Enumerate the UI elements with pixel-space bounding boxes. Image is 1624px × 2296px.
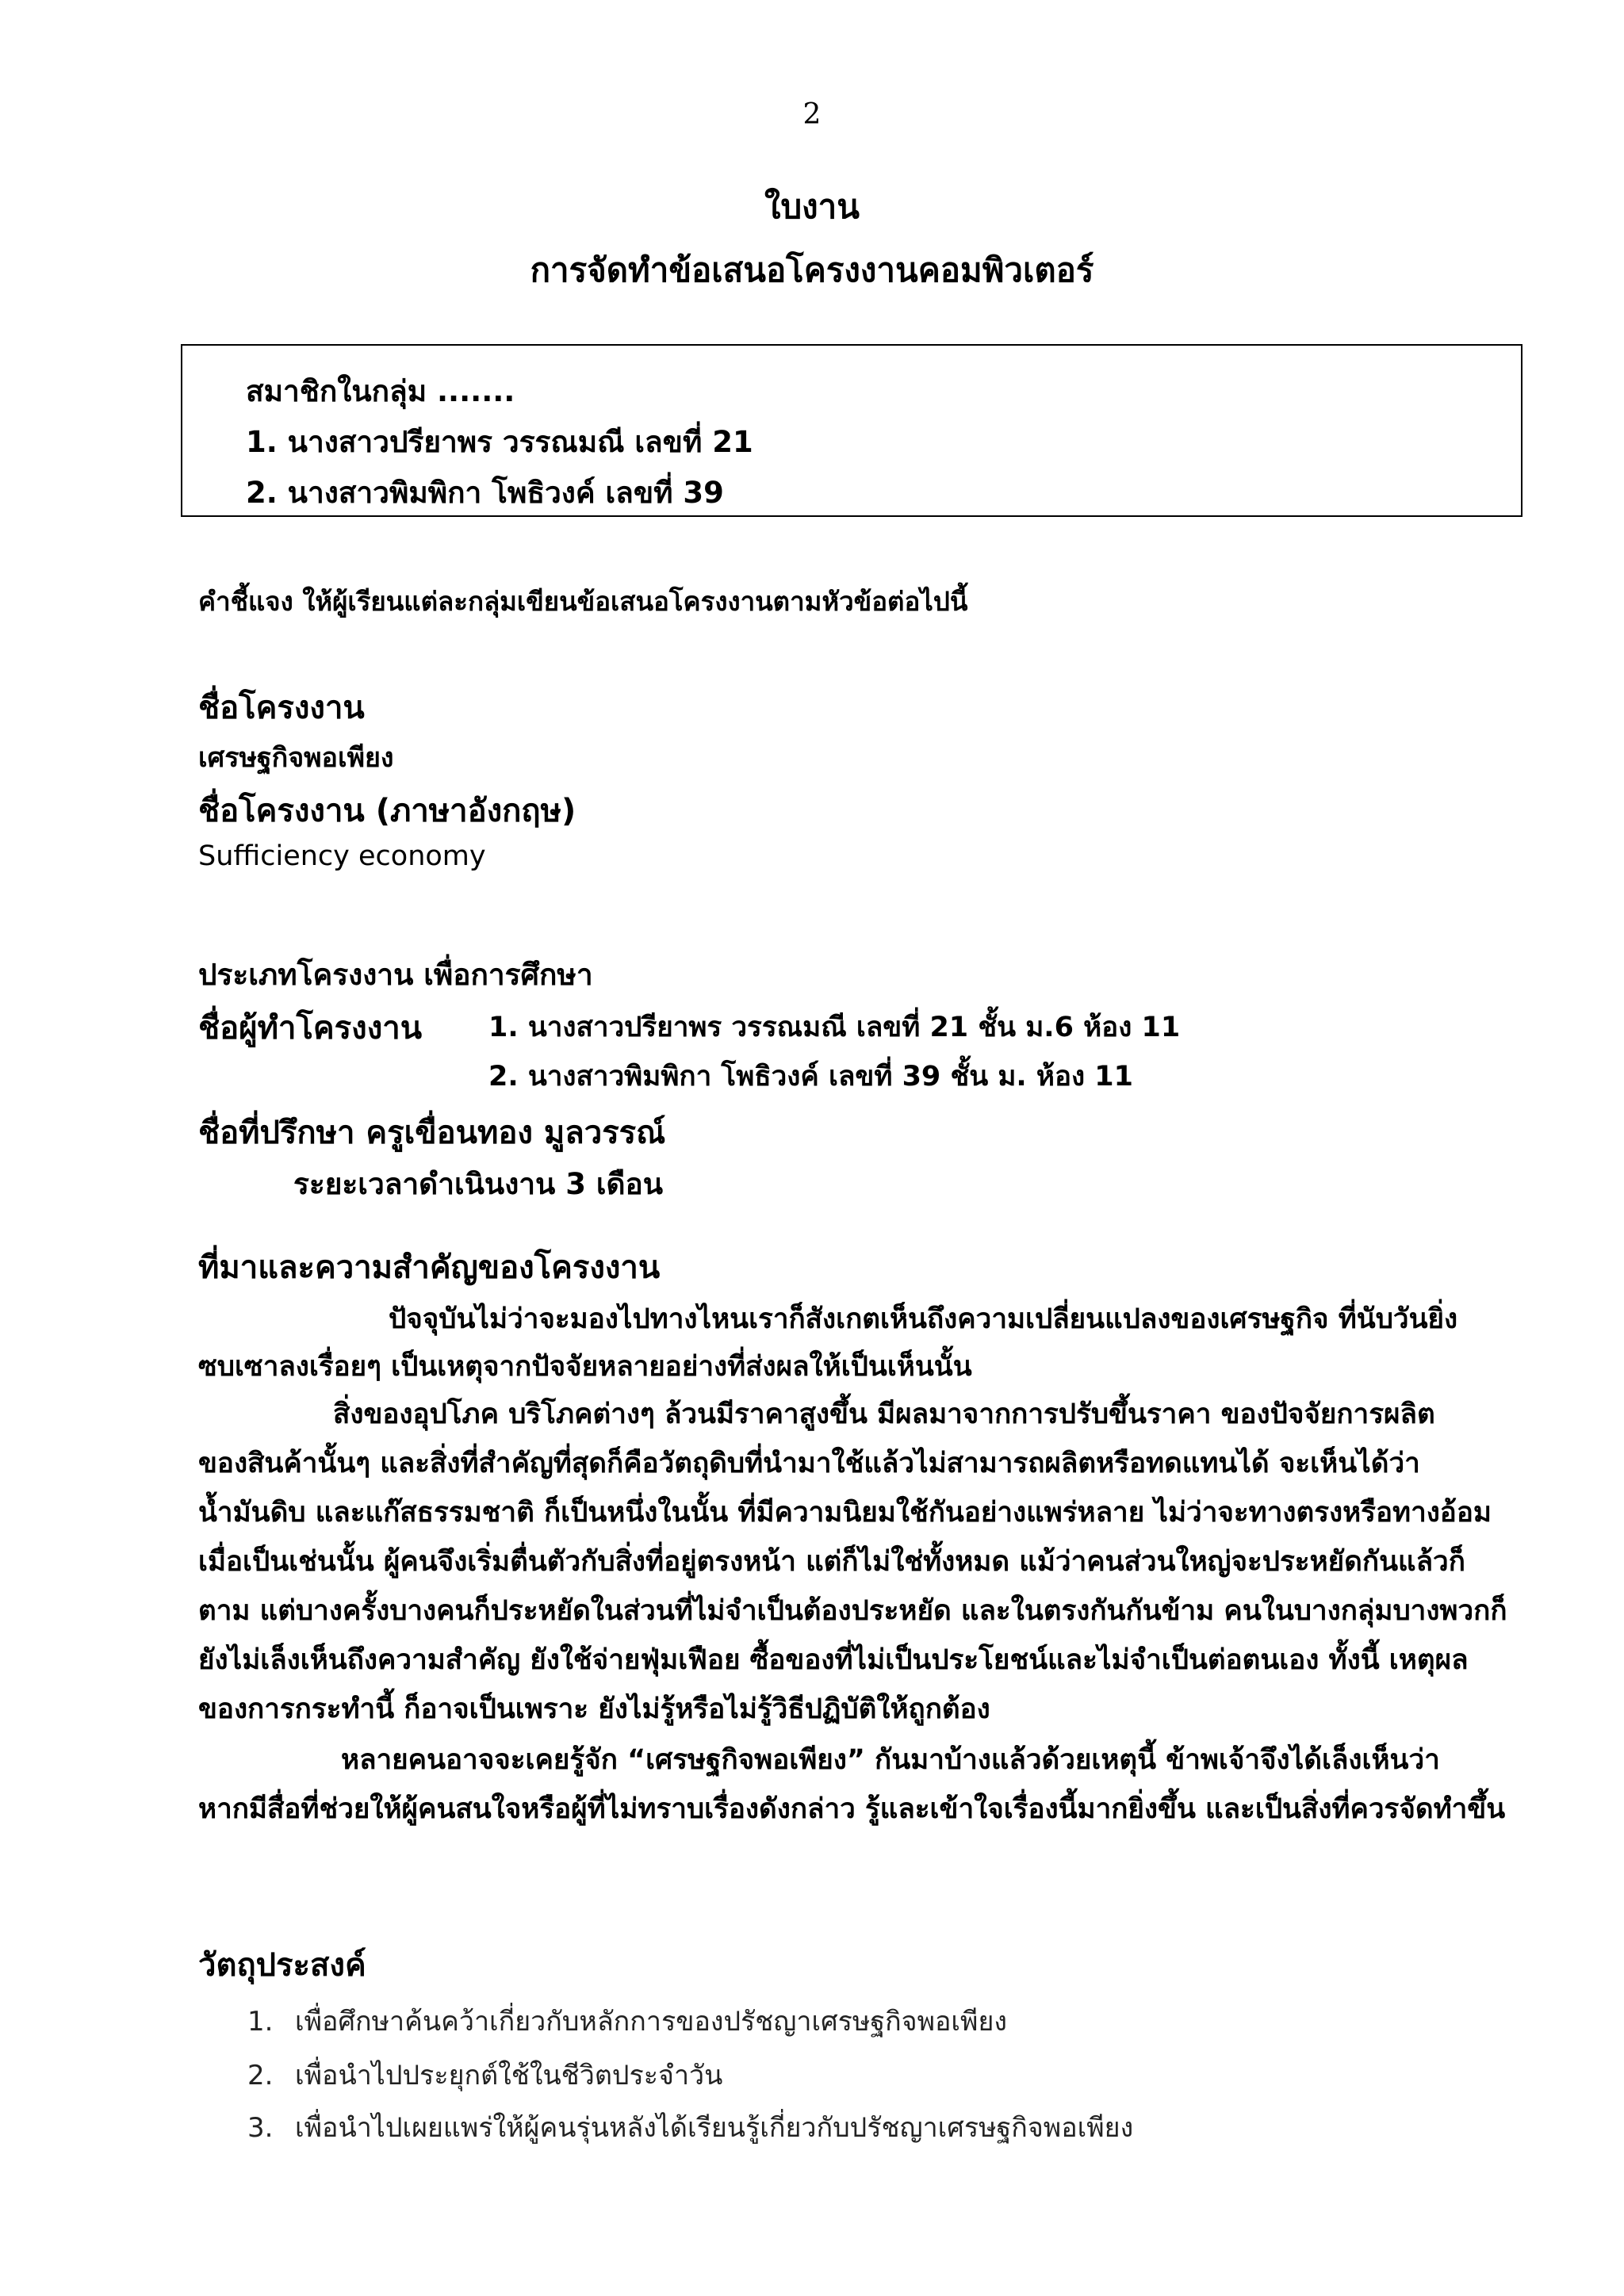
members-box [181, 344, 1522, 517]
duration: ระยะเวลาดำเนินงาน 3 เดือน [293, 1167, 664, 1201]
project-name-en-label: ชื่อโครงงาน (ภาษาอังกฤษ) [198, 793, 576, 829]
project-name-label: ชื่อโครงงาน [198, 690, 365, 726]
author-1: 1. นางสาวปรียาพร วรรณมณี เลขที่ 21 ชั้น ม.6 ห้อง 11 [488, 1012, 1181, 1043]
background-line-4: ของสินค้านั้นๆ และสิ่งที่สำคัญที่สุดก็คือวัตถุดิบที่นำมาใช้แล้วไม่สามารถผลิตหรือทดแทนได้ จะเห็นได้ว่า [198, 1448, 1420, 1479]
background-line-2: ซบเซาลงเรื่อยๆ เป็นเหตุจากปัจจัยหลายอย่างที่ส่งผลให้เป็นเห็นนั้น [198, 1351, 972, 1383]
instruction: คำชี้แจง ให้ผู้เรียนแต่ละกลุ่มเขียนข้อเสนอโครงงานตามหัวข้อต่อไปนี้ [198, 586, 968, 617]
project-name-th: เศรษฐกิจพอเพียง [198, 742, 394, 774]
background-line-10: หลายคนอาจจะเคยรู้จัก “เศรษฐกิจพอเพียง” กันมาบ้างแล้วด้วยเหตุนี้ ข้าพเจ้าจึงได้เล็งเห็นว่า [341, 1744, 1440, 1776]
author-2: 2. นางสาวพิมพิกา โพธิวงค์ เลขที่ 39 ชั้น ม. ห้อง 11 [488, 1061, 1133, 1093]
objective-item [247, 2053, 722, 2096]
objective-text: เพื่อนำไปเผยแพร่ให้ผู้คนรุ่นหลังได้เรียนรู้เกี่ยวกับปรัชญาเศรษฐกิจพอเพียง [295, 2112, 1134, 2144]
objective-item [247, 2106, 1133, 2149]
background-line-11: หากมีสื่อที่ช่วยให้ผู้คนสนใจหรือผู้ที่ไม่ทราบเรื่องดังกล่าว รู้และเข้าใจเรื่องนี้มากยิ่งขึ้น และเป็นสิ่งที่ควรจัดทำขึ้น [198, 1793, 1506, 1825]
project-name-en: Sufficiency economy [198, 840, 486, 872]
project-type: ประเภทโครงงาน เพื่อการศึกษา [198, 958, 593, 992]
worksheet-subtitle: การจัดทำข้อเสนอโครงงานคอมพิวเตอร์ [530, 251, 1094, 289]
objective-number: 3. [247, 2112, 274, 2144]
advisor: ชื่อที่ปรึกษา ครูเขื่อนทอง มูลวรรณ์ [198, 1115, 666, 1151]
objective-item [247, 1999, 1007, 2042]
background-line-9: ของการกระทำนี้ ก็อาจเป็นเพราะ ยังไม่รู้หรือไม่รู้วิธีปฏิบัติให้ถูกต้อง [198, 1693, 990, 1725]
objective-number: 2. [247, 2060, 274, 2091]
background-line-3: สิ่งของอุปโภค บริโภคต่างๆ ล้วนมีราคาสูงขึ้น มีผลมาจากการปรับขึ้นราคา ของปัจจัยการผลิต [333, 1399, 1435, 1430]
page-number: 2 [802, 98, 822, 131]
worksheet-title: ใบงาน [764, 187, 860, 226]
objectives-heading: วัตถุประสงค์ [198, 1947, 366, 1984]
background-line-8: ยังไม่เล็งเห็นถึงความสำคัญ ยังใช้จ่ายฟุ่มเฟือย ซื้อของที่ไม่เป็นประโยชน์และไม่จำเป็นต่อตนเอง ทั้งนี้ เหตุผล [198, 1644, 1469, 1676]
objective-text: เพื่อศึกษาค้นคว้าเกี่ยวกับหลักการของปรัชญาเศรษฐกิจพอเพียง [295, 2006, 1007, 2038]
member-2: 2. นางสาวพิมพิกา โพธิวงค์ เลขที่ 39 [246, 476, 724, 510]
background-line-1: ปัจจุบันไม่ว่าจะมองไปทางไหนเราก็สังเกตเห็นถึงความเปลี่ยนแปลงของเศรษฐกิจ ที่นับวันยิ่ง [389, 1303, 1458, 1335]
objective-number: 1. [247, 2006, 274, 2038]
background-heading: ที่มาและความสำคัญของโครงงาน [198, 1249, 661, 1286]
background-line-5: น้ำมันดิบ และแก๊สธรรมชาติ ก็เป็นหนึ่งในนั้น ที่มีความนิยมใช้กันอย่างแพร่หลาย ไม่ว่าจะทางตรงหรือทางอ้อม [198, 1497, 1492, 1529]
member-1: 1. นางสาวปรียาพร วรรณมณี เลขที่ 21 [246, 425, 753, 459]
authors-label: ชื่อผู้ทำโครงงาน [198, 1010, 423, 1047]
members-heading: สมาชิกในกลุ่ม ....... [246, 374, 515, 408]
background-line-7: ตาม แต่บางครั้งบางคนก็ประหยัดในส่วนที่ไม่จำเป็นต้องประหยัด และในตรงกันกันข้าม คนในบางกลุ่มบางพวกก็ [198, 1595, 1507, 1627]
background-line-6: เมื่อเป็นเช่นนั้น ผู้คนจึงเริ่มตื่นตัวกับสิ่งที่อยู่ตรงหน้า แต่ก็ไม่ใช่ทั้งหมด แม้ว่าคนส่วนใหญ่จะประหยัดกันแล้วก็ [198, 1546, 1465, 1578]
objective-text: เพื่อนำไปประยุกต์ใช้ในชีวิตประจำวัน [295, 2060, 723, 2091]
